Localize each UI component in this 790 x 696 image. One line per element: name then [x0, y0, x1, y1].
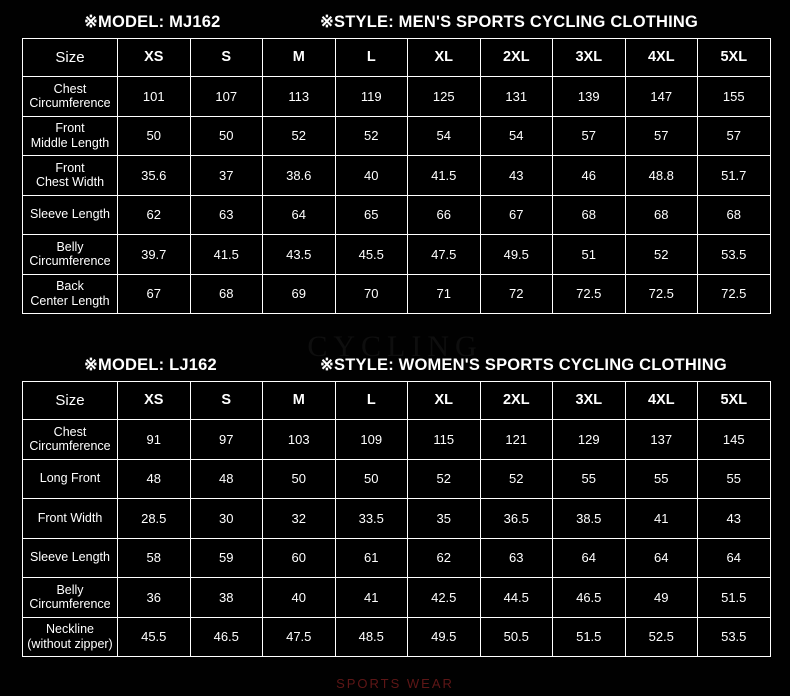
mens-style-label: ※STYLE: MEN'S SPORTS CYCLING CLOTHING — [320, 13, 699, 31]
women-value-cell: 28.5 — [118, 499, 191, 539]
men-value-cell: 119 — [335, 77, 408, 117]
men-value-cell: 71 — [408, 274, 481, 314]
table-row — [23, 116, 771, 156]
men-value-cell: 53.5 — [698, 235, 771, 275]
women-value-cell: 33.5 — [335, 499, 408, 539]
men-value-cell: 54 — [408, 116, 481, 156]
men-value-cell: 57 — [553, 116, 626, 156]
men-row-label: Chest Circumference — [23, 77, 118, 117]
men-value-cell: 155 — [698, 77, 771, 117]
women-value-cell: 35 — [408, 499, 481, 539]
women-value-cell: 46.5 — [190, 617, 263, 657]
women-value-cell: 58 — [118, 538, 191, 578]
table-row — [23, 77, 771, 117]
women-value-cell: 52.5 — [625, 617, 698, 657]
womens-heading-row — [22, 349, 770, 381]
women-value-cell: 55 — [553, 459, 626, 499]
women-value-cell: 103 — [263, 420, 336, 460]
women-value-cell: 44.5 — [480, 578, 553, 618]
women-value-cell: 145 — [698, 420, 771, 460]
women-value-cell: 38 — [190, 578, 263, 618]
women-value-cell: 59 — [190, 538, 263, 578]
men-value-cell: 40 — [335, 156, 408, 196]
men-value-cell: 49.5 — [480, 235, 553, 275]
women-value-cell: 55 — [625, 459, 698, 499]
women-value-cell: 47.5 — [263, 617, 336, 657]
men-value-cell: 39.7 — [118, 235, 191, 275]
men-value-cell: 51.7 — [698, 156, 771, 196]
women-header-cell: 2XL — [480, 382, 553, 420]
men-value-cell: 68 — [698, 195, 771, 235]
men-value-cell: 48.8 — [625, 156, 698, 196]
women-row-label: Neckline (without zipper) — [23, 617, 118, 657]
women-value-cell: 48 — [190, 459, 263, 499]
women-value-cell: 50.5 — [480, 617, 553, 657]
men-value-cell: 101 — [118, 77, 191, 117]
women-value-cell: 63 — [480, 538, 553, 578]
women-value-cell: 49.5 — [408, 617, 481, 657]
women-value-cell: 40 — [263, 578, 336, 618]
men-value-cell: 68 — [553, 195, 626, 235]
table-row — [23, 195, 771, 235]
women-row-label: Belly Circumference — [23, 578, 118, 618]
women-value-cell: 48.5 — [335, 617, 408, 657]
men-value-cell: 41.5 — [190, 235, 263, 275]
womens-style-label: ※STYLE: WOMEN'S SPORTS CYCLING CLOTHING — [320, 356, 727, 374]
men-value-cell: 131 — [480, 77, 553, 117]
men-value-cell: 62 — [118, 195, 191, 235]
women-value-cell: 36 — [118, 578, 191, 618]
men-value-cell: 64 — [263, 195, 336, 235]
women-header-cell: XS — [118, 382, 191, 420]
men-header-cell: L — [335, 39, 408, 77]
men-header-cell: 3XL — [553, 39, 626, 77]
women-value-cell: 115 — [408, 420, 481, 460]
men-value-cell: 67 — [480, 195, 553, 235]
women-value-cell: 30 — [190, 499, 263, 539]
men-value-cell: 67 — [118, 274, 191, 314]
women-header-cell: Size — [23, 382, 118, 420]
women-value-cell: 64 — [698, 538, 771, 578]
women-value-cell: 129 — [553, 420, 626, 460]
women-value-cell: 97 — [190, 420, 263, 460]
women-row-label: Chest Circumference — [23, 420, 118, 460]
men-value-cell: 57 — [625, 116, 698, 156]
men-value-cell: 52 — [335, 116, 408, 156]
men-header-cell: M — [263, 39, 336, 77]
women-value-cell: 50 — [335, 459, 408, 499]
women-value-cell: 62 — [408, 538, 481, 578]
womens-size-block — [22, 349, 770, 657]
men-header-cell: 4XL — [625, 39, 698, 77]
women-value-cell: 41 — [625, 499, 698, 539]
men-value-cell: 43.5 — [263, 235, 336, 275]
men-value-cell: 50 — [190, 116, 263, 156]
men-header-cell: 2XL — [480, 39, 553, 77]
men-header-cell: 5XL — [698, 39, 771, 77]
men-value-cell: 63 — [190, 195, 263, 235]
men-value-cell: 45.5 — [335, 235, 408, 275]
men-value-cell: 69 — [263, 274, 336, 314]
women-value-cell: 49 — [625, 578, 698, 618]
women-value-cell: 53.5 — [698, 617, 771, 657]
women-row-label: Front Width — [23, 499, 118, 539]
women-value-cell: 64 — [553, 538, 626, 578]
men-value-cell: 41.5 — [408, 156, 481, 196]
mens-size-table — [22, 38, 771, 314]
women-value-cell: 60 — [263, 538, 336, 578]
men-value-cell: 35.6 — [118, 156, 191, 196]
women-header-cell: S — [190, 382, 263, 420]
table-row — [23, 420, 771, 460]
men-value-cell: 52 — [625, 235, 698, 275]
women-value-cell: 46.5 — [553, 578, 626, 618]
table-row — [23, 499, 771, 539]
women-value-cell: 51.5 — [698, 578, 771, 618]
women-header-cell: XL — [408, 382, 481, 420]
men-value-cell: 66 — [408, 195, 481, 235]
men-value-cell: 65 — [335, 195, 408, 235]
women-value-cell: 42.5 — [408, 578, 481, 618]
men-value-cell: 68 — [190, 274, 263, 314]
men-header-cell: S — [190, 39, 263, 77]
men-row-label: Belly Circumference — [23, 235, 118, 275]
women-header-row — [23, 382, 771, 420]
women-header-cell: 4XL — [625, 382, 698, 420]
men-value-cell: 147 — [625, 77, 698, 117]
women-value-cell: 41 — [335, 578, 408, 618]
women-header-cell: 3XL — [553, 382, 626, 420]
womens-model-label: ※MODEL: LJ162 — [84, 356, 217, 374]
women-value-cell: 36.5 — [480, 499, 553, 539]
men-value-cell: 43 — [480, 156, 553, 196]
women-value-cell: 38.5 — [553, 499, 626, 539]
women-value-cell: 50 — [263, 459, 336, 499]
men-value-cell: 107 — [190, 77, 263, 117]
women-value-cell: 121 — [480, 420, 553, 460]
men-value-cell: 72.5 — [698, 274, 771, 314]
women-value-cell: 48 — [118, 459, 191, 499]
men-header-cell: XL — [408, 39, 481, 77]
table-row — [23, 538, 771, 578]
men-value-cell: 50 — [118, 116, 191, 156]
women-value-cell: 109 — [335, 420, 408, 460]
women-header-cell: M — [263, 382, 336, 420]
women-row-label: Sleeve Length — [23, 538, 118, 578]
men-value-cell: 125 — [408, 77, 481, 117]
men-value-cell: 72 — [480, 274, 553, 314]
table-row — [23, 617, 771, 657]
women-value-cell: 52 — [408, 459, 481, 499]
men-header-row — [23, 39, 771, 77]
men-value-cell: 113 — [263, 77, 336, 117]
womens-size-table — [22, 381, 771, 657]
table-row — [23, 578, 771, 618]
women-value-cell: 32 — [263, 499, 336, 539]
table-row — [23, 274, 771, 314]
table-row — [23, 459, 771, 499]
women-value-cell: 64 — [625, 538, 698, 578]
women-row-label: Long Front — [23, 459, 118, 499]
men-value-cell: 38.6 — [263, 156, 336, 196]
men-header-cell: Size — [23, 39, 118, 77]
table-row — [23, 156, 771, 196]
men-value-cell: 51 — [553, 235, 626, 275]
women-value-cell: 52 — [480, 459, 553, 499]
women-header-cell: L — [335, 382, 408, 420]
men-value-cell: 54 — [480, 116, 553, 156]
women-header-cell: 5XL — [698, 382, 771, 420]
men-row-label: Front Chest Width — [23, 156, 118, 196]
watermark-bottom: SPORTS WEAR — [336, 676, 454, 691]
mens-heading-row — [22, 6, 770, 38]
men-value-cell: 47.5 — [408, 235, 481, 275]
women-value-cell: 51.5 — [553, 617, 626, 657]
women-value-cell: 137 — [625, 420, 698, 460]
men-value-cell: 70 — [335, 274, 408, 314]
men-value-cell: 72.5 — [553, 274, 626, 314]
men-row-label: Back Center Length — [23, 274, 118, 314]
watermark-center: CYCLING — [307, 330, 483, 363]
women-value-cell: 61 — [335, 538, 408, 578]
men-value-cell: 37 — [190, 156, 263, 196]
men-value-cell: 52 — [263, 116, 336, 156]
mens-model-label: ※MODEL: MJ162 — [84, 13, 221, 31]
men-value-cell: 46 — [553, 156, 626, 196]
mens-size-block — [22, 6, 770, 314]
men-value-cell: 139 — [553, 77, 626, 117]
men-value-cell: 72.5 — [625, 274, 698, 314]
women-value-cell: 45.5 — [118, 617, 191, 657]
men-row-label: Front Middle Length — [23, 116, 118, 156]
men-header-cell: XS — [118, 39, 191, 77]
table-row — [23, 235, 771, 275]
women-value-cell: 43 — [698, 499, 771, 539]
women-value-cell: 55 — [698, 459, 771, 499]
womens-table-body — [23, 382, 771, 657]
women-value-cell: 91 — [118, 420, 191, 460]
men-value-cell: 57 — [698, 116, 771, 156]
men-value-cell: 68 — [625, 195, 698, 235]
mens-table-body — [23, 39, 771, 314]
men-row-label: Sleeve Length — [23, 195, 118, 235]
